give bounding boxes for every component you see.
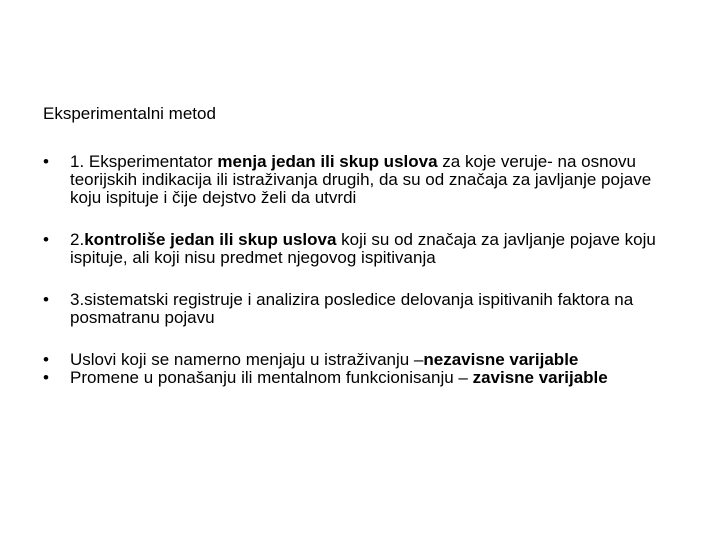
list-item-4 bbox=[43, 351, 683, 369]
item-3-text: 3.sistematski registruje i analizira posledice delovanja ispitivanih faktora na posmatranu pojavu bbox=[70, 290, 634, 327]
item-4-text: Uslovi koji se namerno menjaju u istraživanju – bbox=[70, 350, 424, 369]
bullet-list bbox=[43, 153, 683, 387]
list-item-2 bbox=[43, 231, 683, 267]
list-item-3 bbox=[43, 291, 683, 327]
bullet-icon: • bbox=[43, 230, 49, 249]
list-item-5 bbox=[43, 369, 683, 387]
item-1-text: 1. Eksperimentator bbox=[70, 152, 218, 171]
bullet-icon: • bbox=[43, 350, 49, 369]
bullet-icon: • bbox=[43, 152, 49, 171]
bullet-icon: • bbox=[43, 368, 49, 387]
item-1-bold-text: menja jedan ili skup uslova bbox=[217, 152, 438, 171]
bullet-icon: • bbox=[43, 290, 49, 309]
item-4-bold-text: nezavisne varijable bbox=[423, 350, 579, 369]
item-2-text-end: koji su od značaja za javljanje pojave koju ispituje, ali koji nisu predmet njegovog ispitivanja bbox=[70, 230, 656, 267]
item-2-bold-text: kontroliše jedan ili skup uslova bbox=[84, 230, 337, 249]
list-item-1 bbox=[43, 153, 683, 207]
item-1-text-end: za koje veruje- na osnovu teorijskih indikacija ili istraživanja drugih, da su od značaja za javljanje pojave koju ispituje i čije dejstvo želi da utvrdi bbox=[70, 152, 652, 207]
item-2-text: 2. bbox=[70, 230, 85, 249]
slide-title: Eksperimentalni metod bbox=[43, 104, 216, 123]
item-5-text: Promene u ponašanju ili mentalnom funkcionisanju – bbox=[70, 368, 473, 387]
item-5-bold-text: zavisne varijable bbox=[472, 368, 608, 387]
